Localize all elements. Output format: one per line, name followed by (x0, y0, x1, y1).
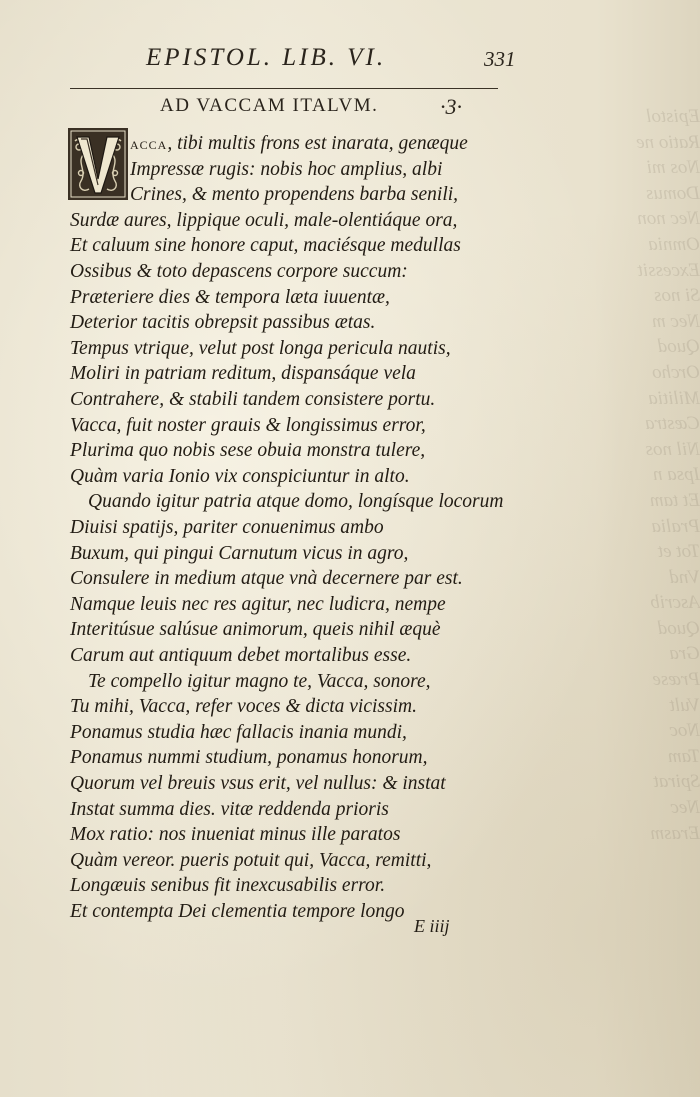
verse-line: Et contempta Dei clementia tempore longo (70, 901, 405, 922)
verse-line: Te compello igitur magno te, Vacca, sonore, (88, 670, 431, 692)
show-through-text: Epistol Ratio ne Nos mi Domus Nec non Omnia Excessit Si nos Nec m Quod Orcho Militia Cæstra Nil nos Ipsa n Et tam Pralia Tot et Vnd Ascrib Quod Gra Præse Vult Noc Tam Spirat Nec Erasm (636, 106, 700, 844)
first-word-small-caps: acca (130, 134, 168, 153)
verse-line-text: , tibi multis frons est inarata, genæque (167, 133, 468, 154)
verse-line: Vacca, fuit noster grauis & longissimus error, (70, 414, 426, 436)
verse-line: Ponamus nummi studium, ponamus honorum, (70, 747, 428, 769)
verse-line: Plurima quo nobis sese obuia monstra tulere, (70, 440, 426, 462)
verse-line: Quando igitur patria atque domo, longísque locorum (88, 491, 504, 513)
verse-line: Longæuis senibus fit inexcusabilis error. (70, 875, 386, 897)
page-number: 331 (484, 47, 516, 71)
poem-number: ·3· (440, 94, 462, 119)
poem-title: AD VACCAM ITALVM. (160, 95, 379, 116)
verse-line: Quorum vel breuis vsus erit, vel nullus: & instat (70, 773, 446, 794)
verse-line: Impressæ rugis: nobis hoc amplius, albi (130, 158, 443, 180)
verse-line: Ossibus & toto depascens corpore succum: (70, 261, 408, 282)
verse-line: Et caluum sine honore caput, maciésque medullas (70, 235, 461, 257)
verse-line: Namque leuis nec res agitur, nec ludicra, nempe (70, 593, 446, 615)
verse-line: Deterior tacitis obrepsit passibus ætas. (70, 312, 376, 334)
verse-line: Crines, & mento propendens barba senili, (130, 184, 459, 206)
verse-line: Surdæ aures, lippique oculi, male-olentiáque ora, (70, 209, 458, 231)
verse-line: Carum aut antiquum debet mortalibus esse. (70, 645, 412, 666)
verse-line: Quàm vereor. pueris potuit qui, Vacca, remitti, (70, 849, 432, 871)
verse-line: Interitúsue salúsue animorum, queis nihil æquè (70, 619, 441, 641)
verse-line: Tempus vtrique, velut post longa pericula nautis, (70, 337, 451, 359)
verse-line: Contrahere, & stabili tandem consistere portu. (70, 389, 436, 410)
verse-line: Diuisi spatijs, pariter conuenimus ambo (70, 517, 384, 538)
verse-line: Instat summa dies. vitæ reddenda prioris (70, 798, 389, 820)
verse-line: Moliri in patriam reditum, dispansáque vela (70, 363, 416, 385)
verse-line: Mox ratio: nos inueniat minus ille paratos (70, 824, 401, 846)
decorated-initial-v-icon (67, 127, 129, 201)
verse-line (130, 131, 468, 157)
verse-line: Tu mihi, Vacca, refer voces & dicta vicissim. (70, 696, 417, 718)
header-rule (70, 88, 498, 89)
running-head: EPISTOL. LIB. VI. (146, 44, 387, 71)
verse-line: Buxum, qui pingui Carnutum vicus in agro, (70, 542, 409, 564)
verse-line: Consulere in medium atque vnà decernere par est. (70, 568, 463, 590)
verse-line: Quàm varia Ionio vix conspiciuntur in alto. (70, 465, 410, 487)
verse-line: Ponamus studia hæc fallacis inania mundi, (70, 721, 407, 743)
verse-line: Præteriere dies & tempora læta iuuentæ, (70, 286, 390, 308)
signature-mark: E iiij (414, 916, 450, 936)
